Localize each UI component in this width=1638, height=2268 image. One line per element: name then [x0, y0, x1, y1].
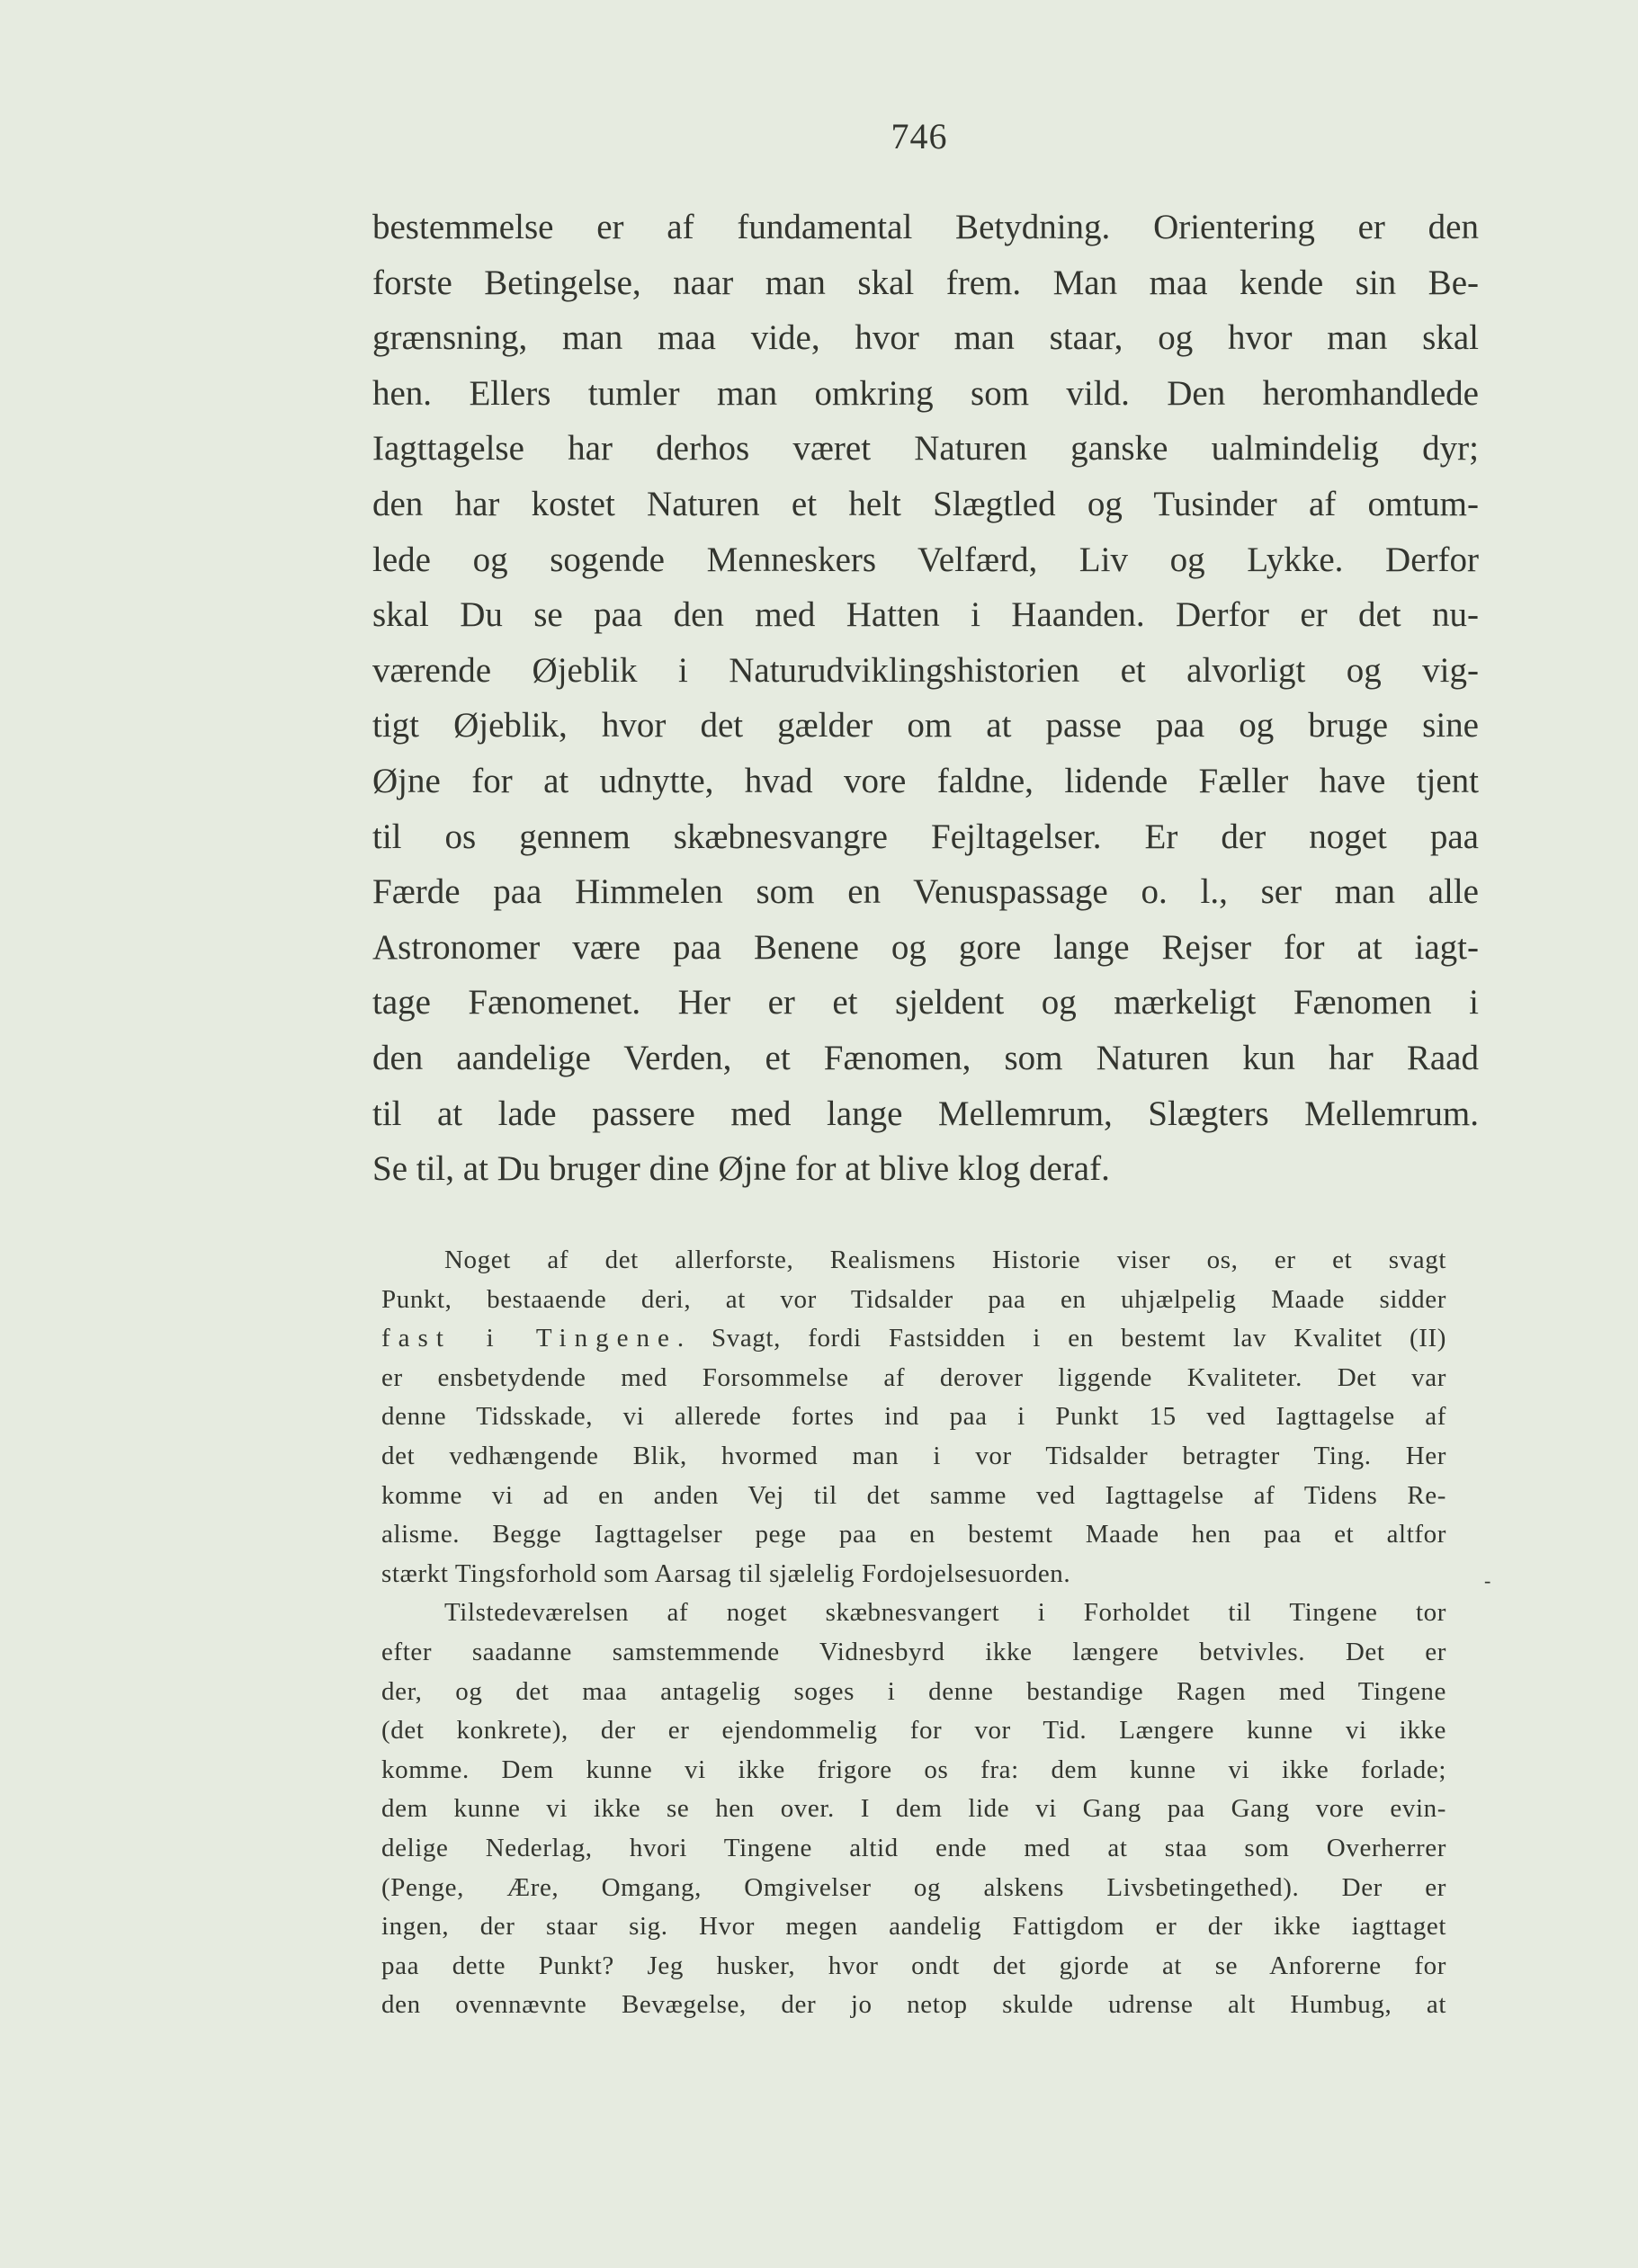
text-line: den har kostet Naturen et helt Slægtled og Tusinder af omtum-: [372, 484, 1479, 523]
text-line: hen. Ellers tumler man omkring som vild. Den heromhandlede: [372, 373, 1479, 413]
note-line: der, og det maa antagelig soges i denne bestandige Ragen med Tingene: [381, 1676, 1446, 1706]
text-line: Iagttagelse har derhos været Naturen ganske ualmindelig dyr;: [372, 429, 1479, 469]
note-line: Tilstedeværelsen af noget skæbnesvangert i Forholdet til Tingene tor: [444, 1598, 1446, 1628]
note-line: dem kunne vi ikke se hen over. I dem lide vi Gang paa Gang vore evin-: [381, 1794, 1446, 1824]
note-line: delige Nederlag, hvori Tingene altid ende med at staa som Overherrer: [381, 1833, 1446, 1862]
note-line: (det konkrete), der er ejendommelig for vor Tid. Længere kunne vi ikke: [381, 1716, 1446, 1746]
text-line: tigt Øjeblik, hvor det gælder om at passe paa og bruge sine: [372, 706, 1479, 746]
note-line: efter saadanne samstemmende Vidnesbyrd ikke længere betvivles. Det er: [381, 1637, 1446, 1666]
text-line: Færde paa Himmelen som en Venuspassage o. l., ser man alle: [372, 872, 1479, 912]
text-line: forste Betingelse, naar man skal frem. Man maa kende sin Be-: [372, 263, 1479, 302]
main-text-block: [372, 200, 1479, 1197]
text-line: Øjne for at udnytte, hvad vore faldne, lidende Fæller have tjent: [372, 761, 1479, 800]
note-line: Punkt, bestaaende deri, at vor Tidsalder paa en uhjælpelig Maade sidder: [381, 1284, 1446, 1314]
text-line: grænsning, man maa vide, hvor man staar, og hvor man skal: [372, 318, 1479, 358]
text-line: værende Øjeblik i Naturudviklingshistorien et alvorligt og vig-: [372, 650, 1479, 690]
note-block: [381, 1241, 1446, 2025]
note-line: paa dette Punkt? Jeg husker, hvor ondt det gjorde at se Anforerne for: [381, 1951, 1446, 1980]
note-line: Noget af det allerforste, Realismens Historie viser os, er et svagt: [444, 1246, 1446, 1274]
text-line: bestemmelse er af fundamental Betydning. Orientering er den: [372, 208, 1479, 246]
text-line: lede og sogende Menneskers Velfærd, Liv og Lykke. Derfor: [372, 540, 1479, 579]
note-line: ingen, der staar sig. Hvor megen aandelig Fattigdom er der ikke iagttaget: [381, 1912, 1446, 1942]
text-line: skal Du se paa den med Hatten i Haanden. Derfor er det nu-: [372, 595, 1479, 635]
note-line: (Penge, Ære, Omgang, Omgivelser og alskens Livsbetingethed). Der er: [381, 1872, 1446, 1902]
note-line-rest: . Svagt, fordi Fastsidden i en bestemt lav Kvalitet (II): [676, 1324, 1446, 1353]
note-line: stærkt Tingsforhold som Aarsag til sjælelig Fordojelsesuorden.: [381, 1558, 1071, 1588]
page-number: 746: [891, 116, 948, 156]
note-line: er ensbetydende med Forsommelse af derover liggende Kvaliteter. Det var: [381, 1362, 1446, 1392]
note-line: komme. Dem kunne vi ikke frigore os fra: dem kunne vi ikke forlade;: [381, 1755, 1446, 1784]
stray-dash-mark: -: [1484, 1569, 1491, 1592]
emphasized-phrase: fast i Tingene: [381, 1324, 677, 1353]
text-line: den aandelige Verden, et Fænomen, som Naturen kun har Raad: [372, 1038, 1479, 1077]
note-line: denne Tidsskade, vi allerede fortes ind paa i Punkt 15 ved Iagttagelse af: [381, 1402, 1446, 1432]
note-line: alisme. Begge Iagttagelser pege paa en bestemt Maade hen paa et altfor: [381, 1520, 1446, 1549]
text-line: tage Fænomenet. Her er et sjeldent og mærkeligt Fænomen i: [372, 983, 1479, 1022]
note-line: [381, 1319, 1446, 1359]
text-line: til at lade passere med lange Mellemrum, Slægters Mellemrum.: [372, 1094, 1479, 1133]
note-line: det vedhængende Blik, hvormed man i vor Tidsalder betragter Ting. Her: [381, 1441, 1446, 1470]
note-line: den ovennævnte Bevægelse, der jo netop skulde udrense alt Humbug, at: [381, 1990, 1446, 2020]
text-line: Astronomer være paa Benene og gore lange Rejser for at iagt-: [372, 927, 1479, 967]
note-line: komme vi ad en anden Vej til det samme ved Iagttagelse af Tidens Re-: [381, 1480, 1446, 1510]
text-line: til os gennem skæbnesvangre Fejltagelser. Er der noget paa: [372, 817, 1479, 856]
text-line: Se til, at Du bruger dine Øjne for at blive klog deraf.: [372, 1149, 1110, 1189]
